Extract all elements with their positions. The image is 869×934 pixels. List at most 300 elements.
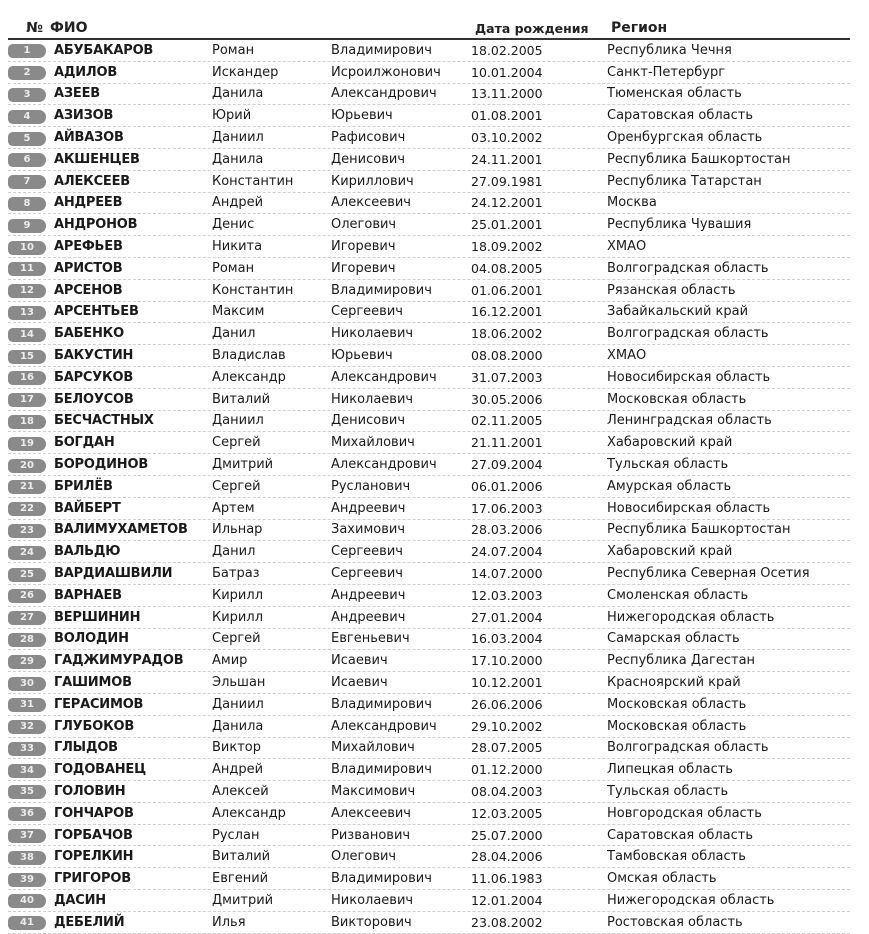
last-name: ДЕБЕЛИЙ [54, 914, 125, 930]
first-name: Сергей [212, 631, 261, 647]
last-name: ДАСИН [54, 892, 106, 908]
middle-name: Ризванович [331, 827, 411, 843]
birth-date: 27.01.2004 [471, 609, 543, 625]
first-name: Андрей [212, 195, 264, 211]
birth-date: 17.06.2003 [471, 500, 543, 516]
row-number-badge: 22 [8, 502, 46, 516]
row-number-cell [8, 762, 50, 778]
birth-date: 14.07.2000 [471, 566, 543, 582]
table-row [8, 323, 850, 345]
row-number-badge: 13 [8, 306, 46, 320]
region: Рязанская область [607, 282, 736, 298]
last-name: АЛЕКСЕЕВ [54, 173, 130, 189]
middle-name: Сергеевич [331, 304, 403, 320]
header-fio: ФИО [50, 20, 88, 36]
middle-name: Денисович [331, 151, 405, 167]
first-name: Константин [212, 282, 294, 298]
row-number-cell [8, 783, 50, 799]
first-name: Максим [212, 304, 265, 320]
table-row [8, 40, 850, 62]
region: Новосибирская область [607, 369, 771, 385]
first-name: Денис [212, 217, 255, 233]
first-name: Владислав [212, 348, 286, 364]
middle-name: Владимирович [331, 696, 432, 712]
last-name: ГОЛОВИН [54, 783, 126, 799]
first-name: Никита [212, 239, 263, 255]
row-number-badge: 19 [8, 437, 46, 451]
region: Самарская область [607, 631, 740, 647]
region: Новгородская область [607, 805, 762, 821]
table-row [8, 258, 850, 280]
row-number-badge: 15 [8, 350, 46, 364]
first-name: Виталий [212, 849, 271, 865]
row-number-cell [8, 457, 50, 473]
last-name: ВАРДИАШВИЛИ [54, 566, 173, 582]
region: Липецкая область [607, 762, 733, 778]
row-number-badge: 31 [8, 698, 46, 712]
row-number-cell [8, 348, 50, 364]
last-name: ГЕРАСИМОВ [54, 696, 144, 712]
region: ХМАО [607, 239, 647, 255]
middle-name: Исаевич [331, 675, 388, 690]
table-row [8, 803, 850, 825]
row-number-badge: 30 [8, 677, 46, 691]
birth-date: 29.10.2002 [471, 718, 543, 734]
middle-name: Владимирович [331, 42, 432, 58]
middle-name: Андреевич [331, 609, 406, 625]
middle-name: Захимович [331, 522, 405, 538]
birth-date: 03.10.2002 [471, 130, 543, 146]
last-name: ГОРЕЛКИН [54, 849, 134, 865]
first-name: Сергей [212, 435, 261, 451]
table-row [8, 236, 850, 258]
table-row [8, 302, 850, 324]
table-row [8, 367, 850, 389]
row-number-cell [8, 130, 50, 146]
region: ХМАО [607, 348, 647, 364]
birth-date: 18.02.2005 [471, 42, 543, 58]
last-name: АРЕФЬЕВ [54, 239, 123, 255]
region: Московская область [607, 391, 747, 407]
first-name: Ильнар [212, 522, 263, 538]
row-number-badge: 2 [8, 66, 46, 80]
row-number-badge: 14 [8, 328, 46, 342]
row-number-cell [8, 696, 50, 712]
last-name: АРИСТОВ [54, 260, 123, 276]
row-number-badge: 18 [8, 415, 46, 429]
region: Хабаровский край [607, 435, 733, 451]
table-row [8, 759, 850, 781]
last-name: БАКУСТИН [54, 348, 134, 364]
birth-date: 30.05.2006 [471, 391, 543, 407]
table-row [8, 694, 850, 716]
middle-name: Николаевич [331, 892, 414, 908]
first-name: Данила [212, 718, 264, 734]
last-name: ГОРБАЧОВ [54, 827, 133, 843]
region: Республика Башкортостан [607, 151, 791, 167]
birth-date: 24.11.2001 [471, 151, 543, 167]
middle-name: Викторович [331, 914, 412, 930]
first-name: Даниил [212, 413, 264, 429]
birth-date: 16.03.2004 [471, 631, 543, 647]
last-name: АРСЕНТЬЕВ [54, 304, 139, 320]
table-row [8, 498, 850, 520]
region: Республика Чечня [607, 42, 732, 58]
row-number-badge: 20 [8, 459, 46, 473]
middle-name: Исаевич [331, 653, 388, 669]
row-number-badge: 3 [8, 88, 46, 102]
row-number-cell [8, 478, 50, 494]
table-row [8, 389, 850, 411]
region: Ростовская область [607, 914, 743, 930]
birth-date: 04.08.2005 [471, 260, 543, 276]
birth-date: 16.12.2001 [471, 304, 543, 320]
row-number-badge: 38 [8, 851, 46, 865]
birth-date: 26.06.2006 [471, 696, 543, 712]
last-name: БЕСЧАСТНЫХ [54, 413, 154, 429]
row-number-cell [8, 282, 50, 298]
region: Амурская область [607, 478, 732, 494]
row-number-cell [8, 805, 50, 821]
row-number-badge: 21 [8, 480, 46, 494]
birth-date: 12.01.2004 [471, 892, 543, 908]
row-number-badge: 16 [8, 371, 46, 385]
middle-name: Олегович [331, 849, 397, 865]
last-name: АДИЛОВ [54, 64, 118, 80]
row-number-cell [8, 631, 50, 647]
row-number-cell [8, 566, 50, 582]
middle-name: Игоревич [331, 260, 396, 276]
row-number-badge: 33 [8, 742, 46, 756]
region: Волгоградская область [607, 740, 769, 756]
row-number-badge: 23 [8, 524, 46, 538]
first-name: Искандер [212, 64, 279, 80]
middle-name: Андреевич [331, 500, 406, 516]
first-name: Виктор [212, 740, 261, 756]
region: Волгоградская область [607, 326, 769, 342]
row-number-badge: 9 [8, 219, 46, 233]
first-name: Эльшан [212, 675, 266, 690]
region: Республика Татарстан [607, 173, 762, 189]
row-number-badge: 27 [8, 611, 46, 625]
row-number-cell [8, 64, 50, 80]
region: Хабаровский край [607, 544, 733, 560]
first-name: Амир [212, 653, 248, 669]
first-name: Константин [212, 173, 294, 189]
region: Ленинградская область [607, 413, 772, 429]
first-name: Данил [212, 544, 256, 560]
middle-name: Юрьевич [331, 348, 393, 364]
middle-name: Сергеевич [331, 544, 403, 560]
last-name: ГЛЫДОВ [54, 740, 118, 756]
birth-date: 27.09.1981 [471, 173, 543, 189]
last-name: АКШЕНЦЕВ [54, 151, 140, 167]
row-number-cell [8, 108, 50, 124]
middle-name: Кириллович [331, 173, 414, 189]
middle-name: Олегович [331, 217, 397, 233]
middle-name: Владимирович [331, 282, 432, 298]
table-row [8, 411, 850, 433]
first-name: Юрий [212, 108, 252, 124]
last-name: АЗИЗОВ [54, 108, 114, 124]
region: Смоленская область [607, 587, 749, 603]
first-name: Дмитрий [212, 457, 274, 473]
region: Республика Башкортостан [607, 522, 791, 538]
first-name: Артем [212, 500, 255, 516]
middle-name: Михайлович [331, 740, 415, 756]
table-row [8, 541, 850, 563]
last-name: БЕЛОУСОВ [54, 391, 134, 407]
table-row [8, 868, 850, 890]
last-name: ГОНЧАРОВ [54, 805, 134, 821]
last-name: ВАЛИМУХАМЕТОВ [54, 522, 188, 538]
table-row [8, 825, 850, 847]
birth-date: 23.08.2002 [471, 914, 543, 930]
table-row [8, 781, 850, 803]
row-number-badge: 11 [8, 262, 46, 276]
birth-date: 11.06.1983 [471, 871, 543, 887]
birth-date: 01.12.2000 [471, 762, 543, 778]
table-row [8, 127, 850, 149]
header-birth-date: Дата рождения [475, 21, 589, 36]
first-name: Виталий [212, 391, 271, 407]
table-row [8, 912, 850, 934]
last-name: ВАЙБЕРТ [54, 500, 121, 516]
middle-name: Исроилжонович [331, 64, 441, 80]
region: Красноярский край [607, 675, 741, 690]
row-number-badge: 32 [8, 720, 46, 734]
row-number-cell [8, 260, 50, 276]
row-number-badge: 28 [8, 633, 46, 647]
region: Москва [607, 195, 657, 211]
row-number-cell [8, 435, 50, 451]
birth-date: 06.01.2006 [471, 478, 543, 494]
row-number-badge: 41 [8, 916, 46, 930]
last-name: ВАЛЬДЮ [54, 544, 121, 560]
region: Саратовская область [607, 108, 753, 124]
first-name: Даниил [212, 696, 264, 712]
last-name: АЗЕЕВ [54, 86, 100, 102]
middle-name: Денисович [331, 413, 405, 429]
last-name: БАРСУКОВ [54, 369, 134, 385]
row-number-badge: 7 [8, 175, 46, 189]
row-number-cell [8, 151, 50, 167]
middle-name: Михайлович [331, 435, 415, 451]
middle-name: Максимович [331, 783, 416, 799]
row-number-cell [8, 653, 50, 669]
last-name: АНДРОНОВ [54, 217, 138, 233]
region: Санкт-Петербург [607, 64, 726, 80]
region: Оренбургская область [607, 130, 763, 146]
row-number-cell [8, 522, 50, 538]
middle-name: Андреевич [331, 587, 406, 603]
row-number-badge: 6 [8, 153, 46, 167]
last-name: ГЛУБОКОВ [54, 718, 135, 734]
first-name: Сергей [212, 478, 261, 494]
row-number-cell [8, 217, 50, 233]
row-number-badge: 25 [8, 568, 46, 582]
first-name: Данила [212, 86, 264, 102]
last-name: ВОЛОДИН [54, 631, 129, 647]
table-row [8, 193, 850, 215]
region: Забайкальский край [607, 304, 749, 320]
birth-date: 24.12.2001 [471, 195, 543, 211]
table-row [8, 607, 850, 629]
row-number-cell [8, 369, 50, 385]
table-row [8, 846, 850, 868]
table-row [8, 476, 850, 498]
table-row [8, 585, 850, 607]
last-name: ГОДОВАНЕЦ [54, 762, 146, 778]
birth-date: 18.09.2002 [471, 239, 543, 255]
row-number-badge: 39 [8, 873, 46, 887]
row-number-cell [8, 173, 50, 189]
middle-name: Рафисович [331, 130, 406, 146]
table-row [8, 629, 850, 651]
table-row [8, 563, 850, 585]
birth-date: 31.07.2003 [471, 369, 543, 385]
last-name: БАБЕНКО [54, 326, 124, 342]
row-number-cell [8, 391, 50, 407]
region: Нижегородская область [607, 609, 775, 625]
middle-name: Александрович [331, 718, 437, 734]
row-number-cell [8, 892, 50, 908]
row-number-cell [8, 914, 50, 930]
row-number-badge: 8 [8, 197, 46, 211]
row-number-cell [8, 326, 50, 342]
table-row [8, 650, 850, 672]
table-row [8, 171, 850, 193]
first-name: Дмитрий [212, 892, 274, 908]
birth-date: 12.03.2003 [471, 587, 543, 603]
header-region: Регион [611, 20, 668, 36]
birth-date: 08.04.2003 [471, 783, 543, 799]
table-row [8, 432, 850, 454]
table-row [8, 890, 850, 912]
roster-table [8, 14, 850, 934]
first-name: Батраз [212, 566, 260, 582]
birth-date: 28.04.2006 [471, 849, 543, 865]
region: Новосибирская область [607, 500, 771, 516]
first-name: Роман [212, 42, 255, 58]
first-name: Кирилл [212, 609, 263, 625]
row-number-cell [8, 718, 50, 734]
table-row [8, 280, 850, 302]
row-number-cell [8, 675, 50, 691]
table-row [8, 454, 850, 476]
row-number-badge: 35 [8, 785, 46, 799]
last-name: АЙВАЗОВ [54, 130, 124, 146]
region: Волгоградская область [607, 260, 769, 276]
birth-date: 25.01.2001 [471, 217, 543, 233]
table-row [8, 738, 850, 760]
first-name: Илья [212, 914, 246, 930]
row-number-cell [8, 871, 50, 887]
row-number-cell [8, 42, 50, 58]
first-name: Данила [212, 151, 264, 167]
first-name: Даниил [212, 130, 264, 146]
middle-name: Николаевич [331, 326, 414, 342]
birth-date: 24.07.2004 [471, 544, 543, 560]
birth-date: 12.03.2005 [471, 805, 543, 821]
table-row [8, 149, 850, 171]
birth-date: 01.06.2001 [471, 282, 543, 298]
row-number-cell [8, 609, 50, 625]
last-name: АБУБАКАРОВ [54, 42, 154, 58]
table-body [8, 40, 850, 934]
table-row [8, 214, 850, 236]
first-name: Андрей [212, 762, 264, 778]
middle-name: Игоревич [331, 239, 396, 255]
first-name: Кирилл [212, 587, 263, 603]
region: Тамбовская область [607, 849, 746, 865]
header-number: № [26, 20, 43, 36]
birth-date: 10.01.2004 [471, 64, 543, 80]
last-name: АРСЕНОВ [54, 282, 123, 298]
table-header [8, 14, 850, 40]
last-name: ГРИГОРОВ [54, 871, 131, 887]
middle-name: Юрьевич [331, 108, 393, 124]
row-number-badge: 34 [8, 764, 46, 778]
row-number-badge: 1 [8, 44, 46, 58]
row-number-cell [8, 849, 50, 865]
row-number-badge: 40 [8, 894, 46, 908]
birth-date: 10.12.2001 [471, 675, 543, 690]
row-number-cell [8, 86, 50, 102]
birth-date: 08.08.2000 [471, 348, 543, 364]
row-number-badge: 26 [8, 589, 46, 603]
birth-date: 01.08.2001 [471, 108, 543, 124]
birth-date: 28.03.2006 [471, 522, 543, 538]
table-row [8, 345, 850, 367]
row-number-badge: 5 [8, 132, 46, 146]
first-name: Евгений [212, 871, 269, 887]
row-number-badge: 36 [8, 807, 46, 821]
first-name: Александр [212, 805, 286, 821]
region: Московская область [607, 718, 747, 734]
row-number-badge: 10 [8, 241, 46, 255]
middle-name: Алексеевич [331, 805, 411, 821]
middle-name: Евгеньевич [331, 631, 410, 647]
birth-date: 27.09.2004 [471, 457, 543, 473]
last-name: АНДРЕЕВ [54, 195, 123, 211]
last-name: БОРОДИНОВ [54, 457, 149, 473]
region: Тульская область [607, 457, 729, 473]
birth-date: 21.11.2001 [471, 435, 543, 451]
row-number-cell [8, 827, 50, 843]
region: Республика Чувашия [607, 217, 752, 233]
table-row [8, 84, 850, 106]
birth-date: 17.10.2000 [471, 653, 543, 669]
first-name: Алексей [212, 783, 269, 799]
middle-name: Русланович [331, 478, 411, 494]
row-number-badge: 37 [8, 829, 46, 843]
last-name: ВАРНАЕВ [54, 587, 122, 603]
row-number-badge: 12 [8, 284, 46, 298]
birth-date: 28.07.2005 [471, 740, 543, 756]
middle-name: Алексеевич [331, 195, 411, 211]
first-name: Роман [212, 260, 255, 276]
birth-date: 25.07.2000 [471, 827, 543, 843]
region: Нижегородская область [607, 892, 775, 908]
middle-name: Александрович [331, 86, 437, 102]
last-name: ГАДЖИМУРАДОВ [54, 653, 184, 669]
middle-name: Сергеевич [331, 566, 403, 582]
row-number-cell [8, 587, 50, 603]
birth-date: 18.06.2002 [471, 326, 543, 342]
region: Тульская область [607, 783, 729, 799]
row-number-cell [8, 413, 50, 429]
